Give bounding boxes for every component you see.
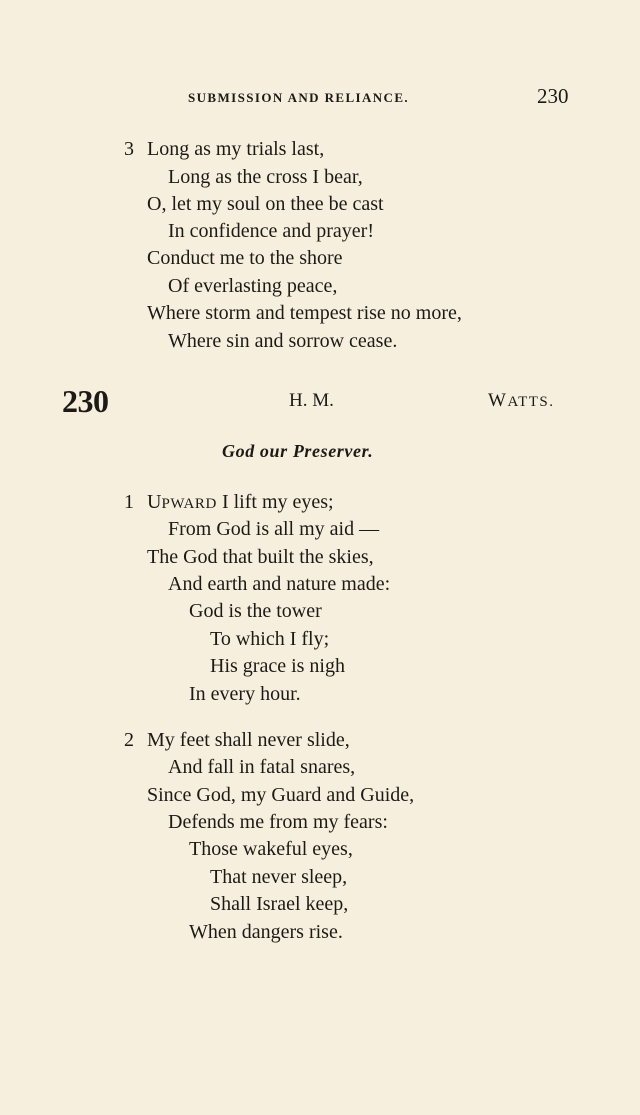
verse-2-line-1: My feet shall never slide, xyxy=(147,729,350,751)
hymn-number: 230 xyxy=(62,383,109,419)
verse-3-line-6: Of everlasting peace, xyxy=(168,275,338,297)
verse-1-line-8: In every hour. xyxy=(189,683,301,705)
verse-1-line-6: To which I fly; xyxy=(210,628,330,650)
verse-1-line-1 xyxy=(147,492,334,512)
verse-2-line-4: Defends me from my fears: xyxy=(168,811,388,833)
verse-1-first-word: PWARD xyxy=(161,496,217,512)
hymn-title: God our Preserver. xyxy=(222,441,374,461)
verse-2-line-5: Those wakeful eyes, xyxy=(189,838,353,860)
author-initial: W xyxy=(488,390,508,411)
verse-1-first-line-rest: I lift my eyes; xyxy=(216,491,334,513)
running-title: SUBMISSION AND RELIANCE. xyxy=(188,90,410,105)
verse-1-line-4: And earth and nature made: xyxy=(168,573,391,595)
author-rest: ATTS. xyxy=(507,394,555,410)
verse-1-line-2: From God is all my aid — xyxy=(168,518,380,540)
verse-number-1: 1 xyxy=(124,491,134,513)
verse-3-line-4: In confidence and prayer! xyxy=(168,220,374,242)
verse-3-line-3: O, let my soul on thee be cast xyxy=(147,193,384,215)
page-number: 230 xyxy=(537,84,569,108)
verse-number-3: 3 xyxy=(124,138,134,160)
verse-2-line-3: Since God, my Guard and Guide, xyxy=(147,784,415,806)
verse-3-line-7: Where storm and tempest rise no more, xyxy=(147,302,462,324)
verse-2-line-8: When dangers rise. xyxy=(189,921,343,943)
verse-1-line-5: God is the tower xyxy=(189,600,322,622)
verse-3-line-2: Long as the cross I bear, xyxy=(168,166,363,188)
verse-1-line-7: His grace is nigh xyxy=(210,655,345,677)
verse-3-line-8: Where sin and sorrow cease. xyxy=(168,330,398,352)
hymn-author xyxy=(488,390,555,412)
verse-2-line-6: That never sleep, xyxy=(210,866,348,888)
verse-1-initial: U xyxy=(147,491,162,513)
verse-1-line-3: The God that built the skies, xyxy=(147,546,374,568)
verse-2-line-2: And fall in fatal snares, xyxy=(168,756,356,778)
verse-number-2: 2 xyxy=(124,729,134,751)
verse-3-line-5: Conduct me to the shore xyxy=(147,247,343,269)
verse-2-line-7: Shall Israel keep, xyxy=(210,893,349,915)
verse-3-line-1: Long as my trials last, xyxy=(147,138,325,160)
hymn-meter: H. M. xyxy=(289,390,334,411)
